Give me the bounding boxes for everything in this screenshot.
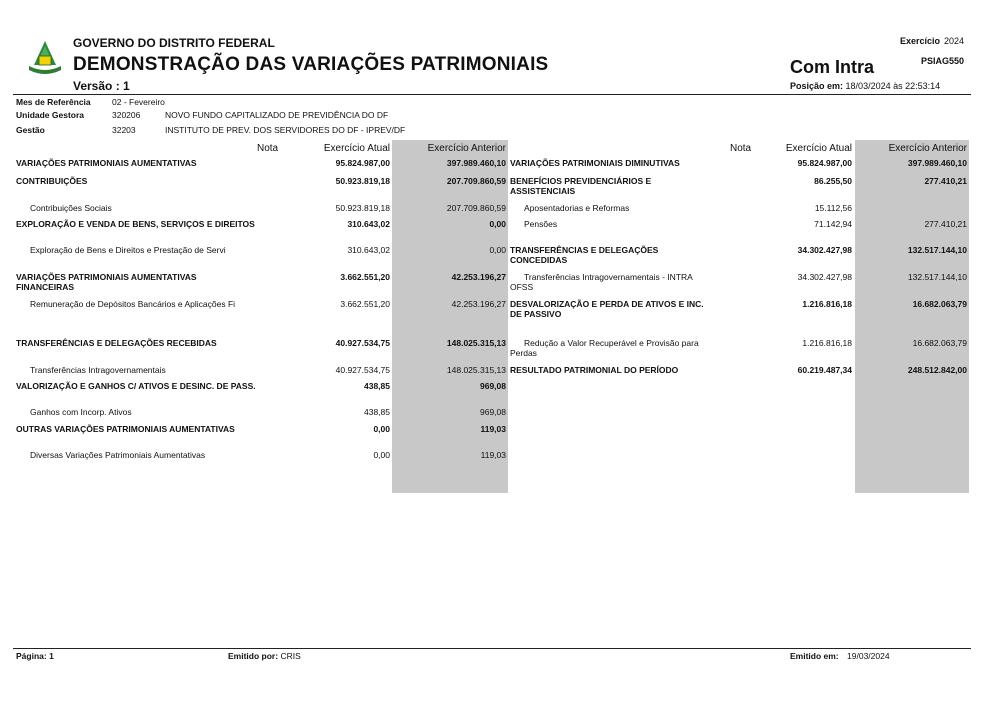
meta-mes xyxy=(16,97,165,107)
left-row-label: Transferências Intragovernamentais xyxy=(30,365,166,375)
left-row-atual: 3.662.551,20 xyxy=(340,272,390,282)
left-row-anterior: 119,03 xyxy=(480,450,506,460)
right-row-atual: 95.824.987,00 xyxy=(797,158,852,168)
ug-name: NOVO FUNDO CAPITALIZADO DE PREVIDÊNCIA DO DF xyxy=(165,110,389,120)
right-row-label: BENEFÍCIOS PREVIDENCIÁRIOS E ASSISTENCIAIS xyxy=(510,176,652,196)
right-row-atual: 34.302.427,98 xyxy=(797,272,852,282)
report-code: PSIAG550 xyxy=(920,56,964,66)
left-row-anterior: 0,00 xyxy=(489,245,506,255)
left-row-anterior: 0,00 xyxy=(489,219,506,229)
right-row-label: TRANSFERÊNCIAS E DELEGAÇÕES CONCEDIDAS xyxy=(510,245,659,265)
right-row-label: Pensões xyxy=(524,219,558,229)
posicao xyxy=(790,81,940,91)
left-nota-header: Nota xyxy=(257,143,279,154)
left-row-atual: 438,85 xyxy=(364,381,390,391)
left-row-atual: 95.824.987,00 xyxy=(335,158,390,168)
left-row-atual: 50.923.819,18 xyxy=(335,176,390,186)
right-row-atual: 86.255,50 xyxy=(814,176,852,186)
left-row-atual: 438,85 xyxy=(364,407,390,417)
page-number: 1 xyxy=(49,651,54,661)
left-row-atual: 40.927.534,75 xyxy=(335,365,390,375)
page-title: DEMONSTRAÇÃO DAS VARIAÇÕES PATRIMONIAIS xyxy=(73,54,549,75)
footer-emitido-por xyxy=(228,651,301,661)
right-row-atual: 1.216.816,18 xyxy=(802,338,852,348)
right-row-anterior: 277.410,21 xyxy=(924,219,967,229)
right-row-anterior: 248.512.842,00 xyxy=(907,365,967,375)
left-row-label: VARIAÇÕES PATRIMONIAIS AUMENTATIVAS FINANCEIRAS xyxy=(16,272,197,292)
right-row-atual: 1.216.816,18 xyxy=(802,299,852,309)
right-row-atual: 34.302.427,98 xyxy=(797,245,852,255)
right-row-label: Transferências Intragovernamentais - INTRA OFSS xyxy=(510,272,693,292)
right-row-label: Redução a Valor Recuperável e Provisão para Perdas xyxy=(510,338,699,358)
left-row-label: TRANSFERÊNCIAS E DELEGAÇÕES RECEBIDAS xyxy=(16,338,217,348)
right-anterior-header: Exercício Anterior xyxy=(888,143,967,154)
right-row-anterior: 397.989.460,10 xyxy=(907,158,967,168)
version-label: Versão : 1 xyxy=(73,79,130,93)
meta-gestao xyxy=(16,125,405,135)
right-atual-header: Exercício Atual xyxy=(785,143,852,154)
emitido-por-label: Emitido por: xyxy=(228,651,279,661)
header-divider xyxy=(13,94,971,95)
right-row-atual: 60.219.487,34 xyxy=(797,365,852,375)
org-name: GOVERNO DO DISTRITO FEDERAL xyxy=(73,36,275,50)
left-row-label: VARIAÇÕES PATRIMONIAIS AUMENTATIVAS xyxy=(16,158,197,168)
left-row-anterior: 397.989.460,10 xyxy=(446,158,506,168)
left-row-anterior: 119,03 xyxy=(480,424,506,434)
right-nota-header: Nota xyxy=(730,143,752,154)
posicao-label: Posição em: xyxy=(790,81,844,91)
emitido-em-label: Emitido em: xyxy=(790,651,839,661)
left-row-anterior: 969,08 xyxy=(480,381,506,391)
right-row-atual: 71.142,94 xyxy=(814,219,852,229)
right-row-anterior: 16.682.063,79 xyxy=(912,338,967,348)
left-anterior-column-shade xyxy=(392,140,508,493)
emitido-por-value: CRIS xyxy=(280,651,301,661)
gestao-code: 32203 xyxy=(112,125,136,135)
right-row-label: VARIAÇÕES PATRIMONIAIS DIMINUTIVAS xyxy=(510,158,680,168)
left-atual-header: Exercício Atual xyxy=(323,143,390,154)
right-anterior-column-shade xyxy=(855,140,969,493)
left-row-label: Exploração de Bens e Direitos e Prestação de Servi xyxy=(30,245,226,255)
left-row-label: OUTRAS VARIAÇÕES PATRIMONIAIS AUMENTATIVAS xyxy=(16,424,235,434)
right-row-label: DESVALORIZAÇÃO E PERDA DE ATIVOS E INC. DE PASSIVO xyxy=(510,299,704,319)
left-row-label: Ganhos com Incorp. Ativos xyxy=(30,407,132,417)
com-intra-label: Com Intra xyxy=(790,57,875,77)
exercicio-value: 2024 xyxy=(943,36,964,46)
left-row-atual: 0,00 xyxy=(373,450,390,460)
left-row-anterior: 207.709.860,59 xyxy=(446,203,506,213)
right-row-anterior: 277.410,21 xyxy=(924,176,967,186)
left-row-anterior: 207.709.860,59 xyxy=(446,176,506,186)
left-row-anterior: 969,08 xyxy=(480,407,506,417)
left-row-anterior: 42.253.196,27 xyxy=(451,299,506,309)
left-row-anterior: 42.253.196,27 xyxy=(451,272,506,282)
left-row-atual: 310.643,02 xyxy=(347,219,390,229)
right-row-anterior: 16.682.063,79 xyxy=(912,299,967,309)
left-row-label: CONTRIBUIÇÕES xyxy=(16,176,88,186)
right-row-label: RESULTADO PATRIMONIAL DO PERÍODO xyxy=(510,365,679,375)
left-row-atual: 0,00 xyxy=(373,424,390,434)
exercicio-label: Exercício xyxy=(899,36,940,46)
posicao-as: às xyxy=(893,81,903,91)
left-row-anterior: 148.025.315,13 xyxy=(446,365,506,375)
left-row-atual: 50.923.819,18 xyxy=(335,203,390,213)
left-row-label: EXPLORAÇÃO E VENDA DE BENS, SERVIÇOS E DIREITOS xyxy=(16,219,255,229)
right-row-anterior: 132.517.144,10 xyxy=(907,245,967,255)
page-label: Página: xyxy=(16,651,47,661)
gestao-label: Gestão xyxy=(16,125,45,135)
ug-label: Unidade Gestora xyxy=(16,110,85,120)
footer-page xyxy=(16,651,54,661)
meta-ug xyxy=(16,110,388,120)
posicao-date: 18/03/2024 xyxy=(845,81,891,91)
posicao-time: 22:53:14 xyxy=(905,81,941,91)
exercicio xyxy=(900,36,964,46)
left-row-anterior: 148.025.315,13 xyxy=(446,338,506,348)
gdf-logo-icon xyxy=(28,40,62,78)
mes-value: 02 - Fevereiro xyxy=(112,97,165,107)
emitido-em-value: 19/03/2024 xyxy=(847,651,890,661)
left-row-atual: 40.927.534,75 xyxy=(335,338,390,348)
left-row-label: Remuneração de Depósitos Bancários e Aplicações Fi xyxy=(30,299,236,309)
left-row-atual: 3.662.551,20 xyxy=(340,299,390,309)
left-row-label: VALORIZAÇÃO E GANHOS C/ ATIVOS E DESINC. DE PASS. xyxy=(16,381,256,391)
mes-label: Mes de Referência xyxy=(16,97,91,107)
left-anterior-header: Exercício Anterior xyxy=(427,143,506,154)
right-row-label: Aposentadorias e Reformas xyxy=(524,203,630,213)
footer-emitido-em xyxy=(790,651,890,661)
gestao-name: INSTITUTO DE PREV. DOS SERVIDORES DO DF - IPREV/DF xyxy=(165,125,406,135)
left-row-label: Diversas Variações Patrimoniais Aumentativas xyxy=(30,450,206,460)
right-row-atual: 15.112,56 xyxy=(814,203,852,213)
right-row-anterior: 132.517.144,10 xyxy=(907,272,967,282)
footer-divider xyxy=(13,648,971,649)
ug-code: 320206 xyxy=(112,110,141,120)
left-row-label: Contribuições Sociais xyxy=(30,203,112,213)
left-row-atual: 310.643,02 xyxy=(347,245,390,255)
